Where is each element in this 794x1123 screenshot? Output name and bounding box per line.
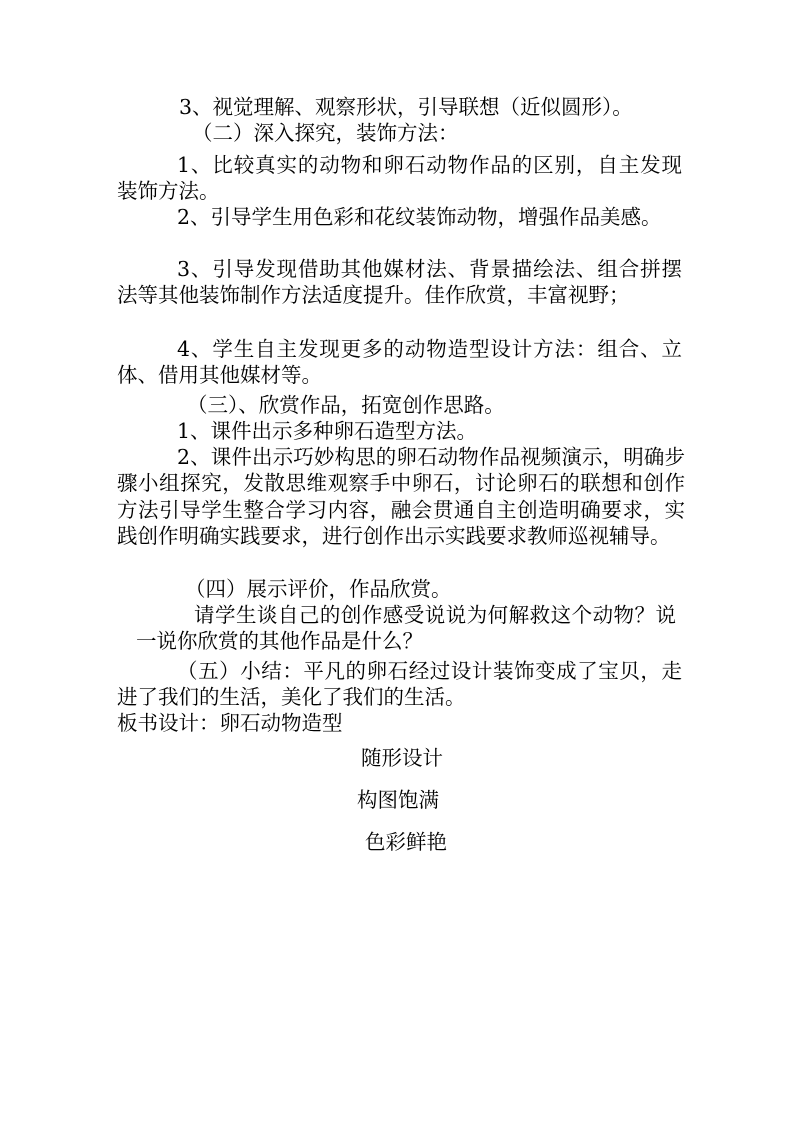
board-item-bright-colors: 色彩鲜艳 <box>365 830 447 854</box>
paragraph-compare: 1、比较真实的动物和卵石动物作品的区别，自主发现装饰方法。 <box>117 153 682 204</box>
paragraph-observe-shape: 3、视觉理解、观察形状，引导联想（近似圆形）。 <box>179 95 633 119</box>
paragraph-self-discover: 4、学生自主发现更多的动物造型设计方法：组合、立体、借用其他媒材等。 <box>117 337 682 388</box>
heading-appreciate-works: （三）、欣赏作品，拓宽创作思路。 <box>187 393 505 417</box>
board-item-shape-design: 随形设计 <box>361 746 443 770</box>
paragraph-summary: （五）小结：平凡的卵石经过设计装饰变成了宝贝，走进了我们的生活，美化了我们的生活。 <box>117 659 682 710</box>
paragraph-other-methods: 3、引导发现借助其他媒材法、背景描绘法、组合拼摆法等其他装饰制作方法适度提升。佳作欣赏，丰富视野； <box>117 257 682 308</box>
board-item-full-composition: 构图饱满 <box>357 788 439 812</box>
paragraph-courseware-methods: 1、课件出示多种卵石造型方法。 <box>177 419 478 443</box>
paragraph-color-pattern: 2、引导学生用色彩和花纹装饰动物，增强作品美感。 <box>177 205 662 229</box>
paragraph-student-talk: 请学生谈自己的创作感受说说为何解救这个动物？说一说你欣赏的其他作品是什么？ <box>136 603 676 654</box>
board-design-title: 板书设计：卵石动物造型 <box>117 711 343 735</box>
paragraph-courseware-video: 2、课件出示巧妙构思的卵石动物作品视频演示，明确步骤小组探究，发散思维观察手中卵石，讨论卵石的联想和创作方法引导学生整合学习内容，融会贯通自主创造明确要求，实践创作明确实践要求，进行创作出示实践要求教师巡视辅导。 <box>117 445 685 548</box>
heading-explore-decoration: （二）深入探究，装饰方法： <box>192 121 459 145</box>
heading-display-evaluate: （四）展示评价，作品欣赏。 <box>185 577 452 601</box>
